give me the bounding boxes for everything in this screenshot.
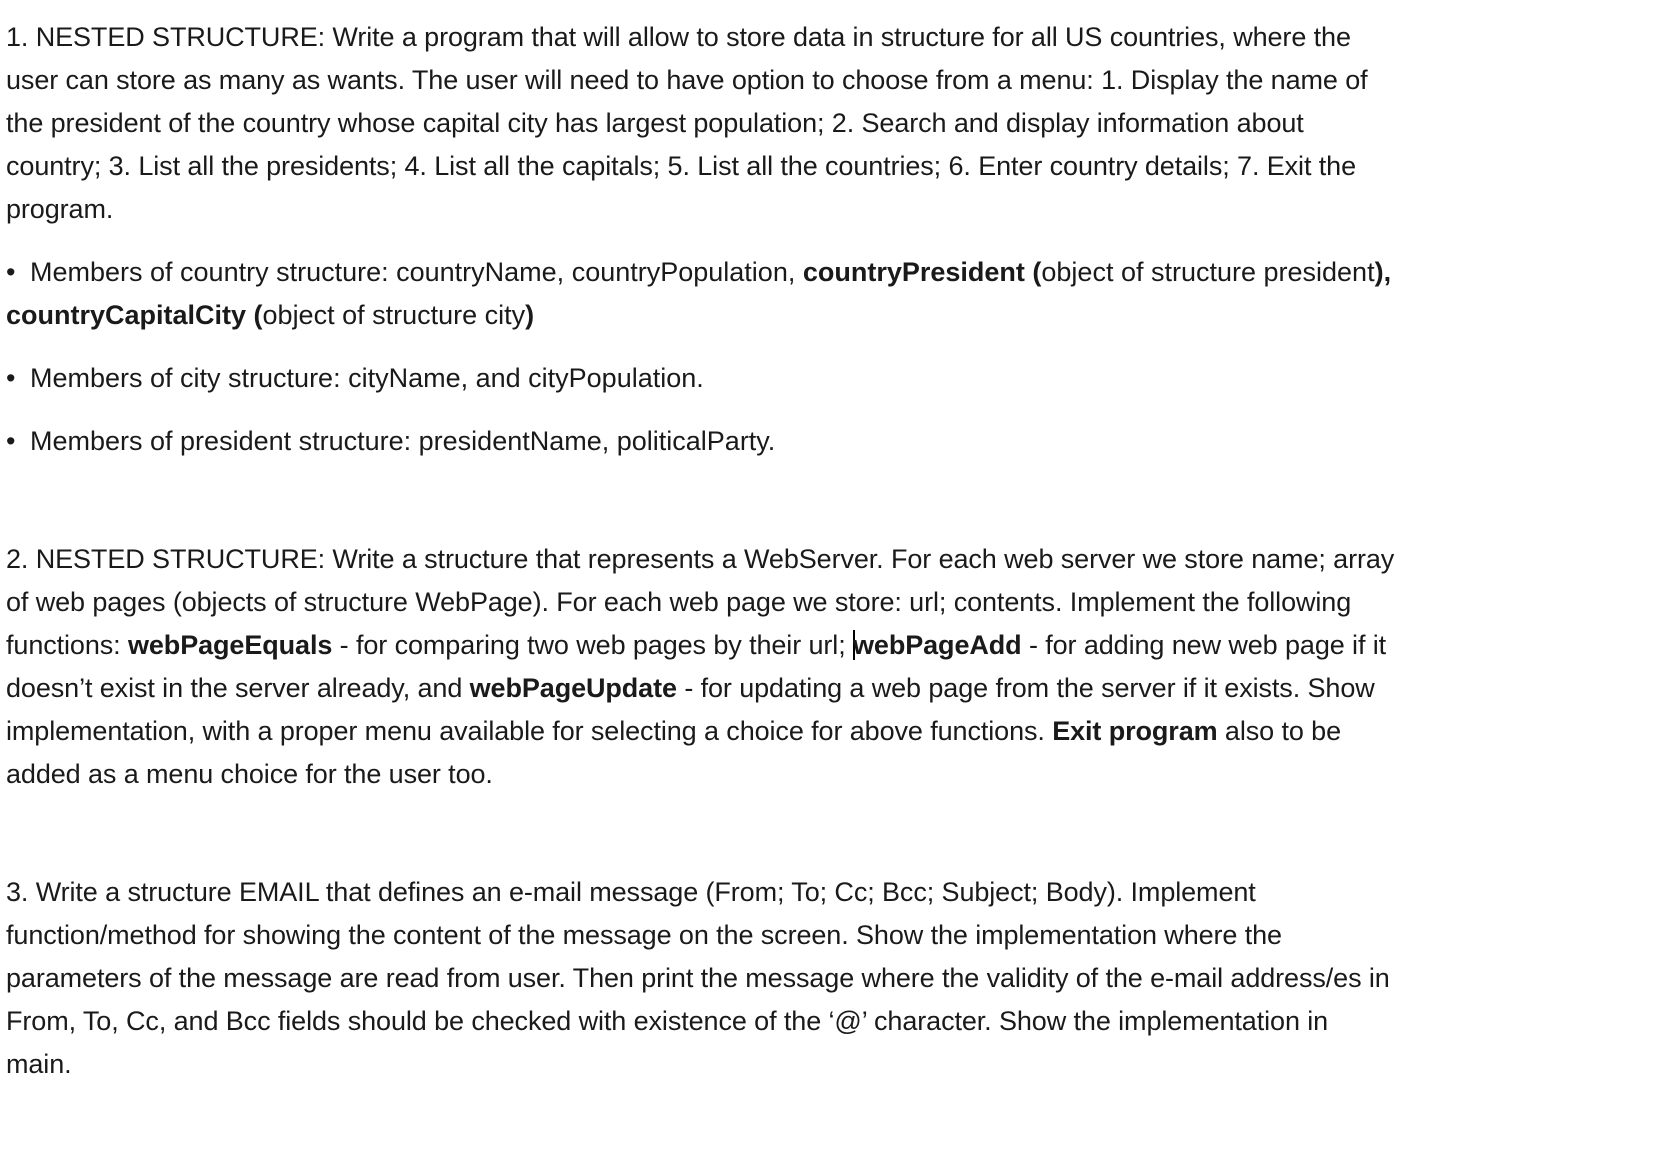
bold-term-exit-program: Exit program: [1052, 716, 1218, 746]
bold-term-country-president: countryPresident (: [802, 257, 1042, 287]
spacer: [6, 231, 1396, 251]
q2-text: 2. NESTED STRUCTURE: Write a structure that represents a WebServer. For each web server we store name; array of web pages (objects of structure WebPage). For each web page we store: url; contents. Implement the following functions:: [6, 544, 1395, 660]
spacer: [6, 463, 1396, 538]
q2-text: - for adding new web page if it doesn’t exist in the server already, and: [6, 630, 1387, 703]
bold-paren: ): [525, 300, 535, 330]
bold-term-webpage-update: webPageUpdate: [469, 673, 677, 703]
q1-bullet-president-structure: [6, 420, 1396, 463]
document-body: [6, 16, 1396, 1086]
question-2-paragraph: [6, 538, 1396, 796]
q2-text: also to be added as a menu choice for the user too.: [6, 716, 1342, 789]
q1-bullet-country-structure: [6, 251, 1396, 337]
q1-bullet-city-structure: [6, 357, 1396, 400]
bold-term-webpage-add: webPageAdd: [853, 630, 1022, 660]
question-3-paragraph: 3. Write a structure EMAIL that defines an e-mail message (From; To; Cc; Bcc; Subject; Body). Implement function/method for showing the content of the message on the screen. Show the implementation where the parameters of the message are read from user. Then print the message where the validity of the e-mail address/es in From, To, Cc, and Bcc fields should be checked with existence of the ‘@’ character. Show the implementation in main.: [6, 877, 1390, 1079]
bullet-text: Members of president structure: presidentName, politicalParty.: [30, 426, 776, 456]
bold-term-webpage-equals: webPageEquals: [127, 630, 333, 660]
bullet-text: Members of country structure: countryName, countryPopulation,: [30, 257, 803, 287]
bullet-dot: •: [6, 257, 16, 287]
q2-text: - for comparing two web pages by their url;: [332, 630, 854, 660]
bullet-text: object of structure president: [1041, 257, 1375, 287]
spacer: [6, 337, 1396, 357]
bullet-dot: •: [6, 426, 16, 456]
spacer: [6, 796, 1396, 871]
bold-term-country-capital-city: ), countryCapitalCity (: [6, 257, 1392, 330]
bullet-text: object of structure city: [262, 300, 526, 330]
bullet-text: Members of city structure: cityName, and cityPopulation.: [30, 363, 704, 393]
spacer: [6, 400, 1396, 420]
question-1-paragraph: 1. NESTED STRUCTURE: Write a program that will allow to store data in structure for all US countries, where the user can store as many as wants. The user will need to have option to choose from a menu: 1. Display the name of the president of the country whose capital city has largest population; 2. Search and display information about country; 3. List all the presidents; 4. List all the capitals; 5. List all the countries; 6. Enter country details; 7. Exit the program.: [6, 22, 1368, 224]
bullet-dot: •: [6, 363, 16, 393]
q2-text: - for updating a web page from the server if it exists. Show implementation, with a proper menu available for selecting a choice for above functions.: [6, 673, 1375, 746]
